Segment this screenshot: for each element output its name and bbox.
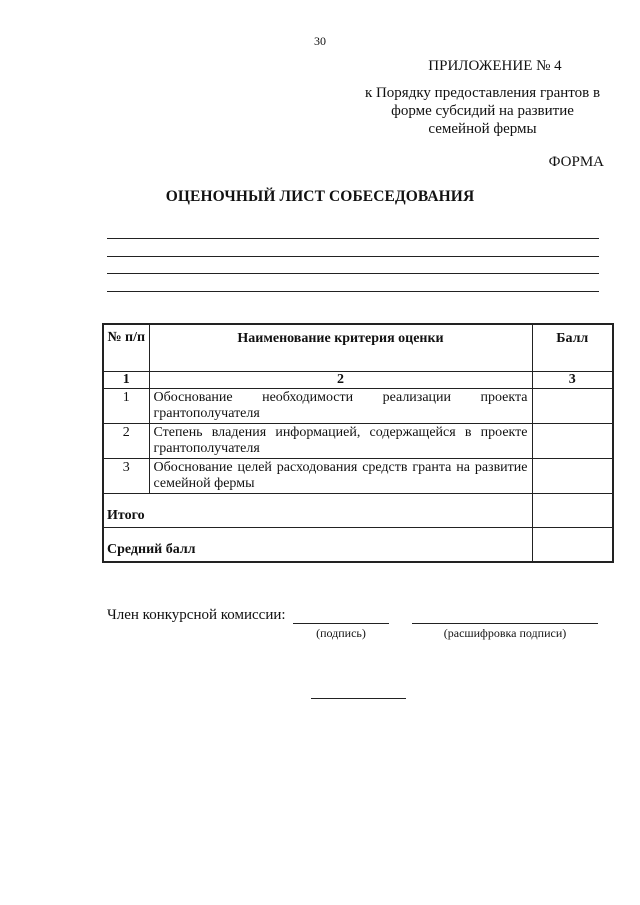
fill-line xyxy=(107,256,599,257)
score-cell[interactable] xyxy=(532,389,613,424)
closing-line xyxy=(311,698,406,699)
page-number: 30 xyxy=(314,34,326,48)
evaluation-table xyxy=(102,323,614,563)
score-cell[interactable] xyxy=(532,424,613,459)
column-index-row xyxy=(103,372,613,389)
score-cell[interactable] xyxy=(532,459,613,494)
row-number: 3 xyxy=(103,459,149,494)
row-number: 1 xyxy=(103,389,149,424)
column-index: 2 xyxy=(149,372,532,389)
fill-line xyxy=(107,273,599,274)
table-row xyxy=(103,424,613,459)
fill-line xyxy=(107,238,599,239)
average-score-cell[interactable] xyxy=(532,528,613,563)
column-index: 1 xyxy=(103,372,149,389)
header-score: Балл xyxy=(532,324,613,372)
appendix-title: ПРИЛОЖЕНИЕ № 4 xyxy=(428,58,562,74)
header-num: № п/п xyxy=(103,324,149,372)
table-header-row xyxy=(103,324,613,372)
signature-line[interactable] xyxy=(293,623,389,624)
form-label: ФОРМА xyxy=(548,154,604,170)
table-row xyxy=(103,459,613,494)
average-label: Средний балл xyxy=(103,528,532,563)
total-label: Итого xyxy=(103,494,532,528)
decipher-line[interactable] xyxy=(412,623,598,624)
criterion-text: Обоснование необходимости реализации проекта грантополучателя xyxy=(149,389,532,424)
decipher-caption: (расшифровка подписи) xyxy=(443,626,567,640)
row-number: 2 xyxy=(103,424,149,459)
header-criterion: Наименование критерия оценки xyxy=(149,324,532,372)
average-row xyxy=(103,528,613,563)
criterion-text: Степень владения информацией, содержащейся в проекте грантополучателя xyxy=(149,424,532,459)
criterion-text: Обоснование целей расходования средств гранта на развитие семейной фермы xyxy=(149,459,532,494)
total-score-cell[interactable] xyxy=(532,494,613,528)
column-index: 3 xyxy=(532,372,613,389)
signature-caption: (подпись) xyxy=(316,626,366,640)
commission-member-label: Член конкурсной комиссии: xyxy=(107,607,286,623)
appendix-subtitle: к Порядку предоставления грантов в форме субсидий на развитие семейной фермы xyxy=(364,85,601,137)
fill-line xyxy=(107,291,599,292)
table-row xyxy=(103,389,613,424)
document-title: ОЦЕНОЧНЫЙ ЛИСТ СОБЕСЕДОВАНИЯ xyxy=(165,188,475,205)
total-row xyxy=(103,494,613,528)
